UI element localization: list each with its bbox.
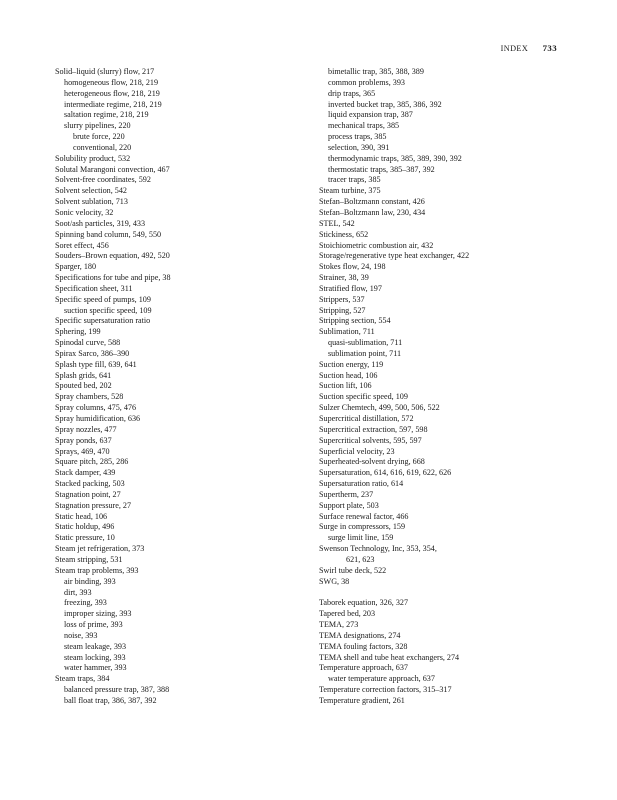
index-subentry: common problems, 393: [328, 77, 405, 87]
index-entry: Stagnation point, 27: [55, 489, 121, 499]
index-entry: Suction head, 106: [319, 370, 378, 380]
index-entry: Storage/regenerative type heat exchanger, 422: [319, 251, 470, 261]
index-entry: Specifications for tube and pipe, 38: [55, 273, 171, 283]
index-subentry: drip traps, 365: [328, 88, 376, 98]
index-subentry: brute force, 220: [73, 132, 125, 142]
index-subentry: balanced pressure trap, 387, 388: [64, 685, 170, 695]
index-entry: Splash type fill, 639, 641: [55, 359, 137, 369]
index-subentry: air binding, 393: [64, 576, 116, 586]
index-entry: Stefan–Boltzmann law, 230, 434: [319, 207, 426, 217]
index-subentry: process traps, 385: [328, 132, 387, 142]
index-entry: STEL, 542: [319, 218, 355, 228]
index-subentry: thermostatic traps, 385–387, 392: [328, 164, 435, 174]
index-subentry: surge limit line, 159: [328, 533, 394, 543]
index-entry: Static head, 106: [55, 511, 108, 521]
index-entry: Sonic velocity, 32: [55, 207, 114, 217]
index-entry: Square pitch, 285, 286: [55, 457, 129, 467]
index-entry: Stack damper, 439: [55, 468, 116, 478]
index-subentry: thermodynamic traps, 385, 389, 390, 392: [328, 153, 462, 163]
index-entry: Taborek equation, 326, 327: [319, 598, 409, 608]
index-entry: Temperature approach, 637: [319, 663, 408, 673]
index-subentry: noise, 393: [64, 630, 98, 640]
index-subentry: saltation regime, 218, 219: [64, 110, 149, 120]
index-entry: Surge in compressors, 159: [319, 522, 406, 532]
index-entry: Souders–Brown equation, 492, 520: [55, 251, 170, 261]
index-entry: Temperature gradient, 261: [319, 695, 405, 705]
index-entry: Solvent-free coordinates, 592: [55, 175, 151, 185]
running-header: [501, 43, 557, 53]
index-entry: Sublimation, 711: [319, 327, 375, 337]
index-entry: Temperature correction factors, 315–317: [319, 685, 452, 695]
index-entry: Strainer, 38, 39: [319, 273, 369, 283]
index-entry: Splash grids, 641: [55, 370, 112, 380]
running-header-section: INDEX: [500, 44, 529, 53]
index-subentry: dirt, 393: [64, 587, 92, 597]
index-entry: Stokes flow, 24, 198: [319, 262, 386, 272]
index-letter-gap: [319, 588, 579, 599]
index-subentry: tracer traps, 385: [328, 175, 381, 185]
index-entry: Support plate, 503: [319, 500, 379, 510]
index-entry: TEMA designations, 274: [319, 630, 401, 640]
index-subentry: steam leakage, 393: [64, 641, 127, 651]
index-entry: Strippers, 537: [319, 294, 365, 304]
index-entry: Static holdup, 496: [55, 522, 115, 532]
index-entry: Spinodal curve, 588: [55, 338, 121, 348]
index-subentry: water temperature approach, 637: [328, 674, 435, 684]
index-entry: Swenson Technology, Inc, 353, 354,: [319, 544, 437, 554]
index-entry: TEMA fouling factors, 328: [319, 641, 408, 651]
index-entry: Supercritical solvents, 595, 597: [319, 435, 422, 445]
index-entry: Steam turbine, 375: [319, 186, 381, 196]
index-entry: Spouted bed, 202: [55, 381, 112, 391]
index-subentry: heterogeneous flow, 218, 219: [64, 88, 160, 98]
index-entry: Suction specific speed, 109: [319, 392, 408, 402]
index-entry: Solubility product, 532: [55, 153, 131, 163]
index-column-left: [55, 67, 305, 707]
index-entry: Sphering, 199: [55, 327, 101, 337]
index-entry: Spray columns, 475, 476: [55, 403, 137, 413]
index-entry: Steam traps, 384: [55, 674, 110, 684]
index-subentry: mechanical traps, 385: [328, 121, 400, 131]
index-subentry: steam locking, 393: [64, 652, 126, 662]
index-entry: Sparger, 180: [55, 262, 97, 272]
index-entry: Steam stripping, 531: [55, 554, 123, 564]
index-subentry: slurry pipelines, 220: [64, 121, 131, 131]
index-entry: TEMA shell and tube heat exchangers, 274: [319, 652, 460, 662]
index-entry: Spray ponds, 637: [55, 435, 112, 445]
index-entry: Steam trap problems, 393: [55, 565, 139, 575]
index-entry: Sulzer Chemtech, 499, 500, 506, 522: [319, 403, 440, 413]
index-entry: Static pressure, 10: [55, 533, 115, 543]
index-subentry: freezing, 393: [64, 598, 107, 608]
index-subentry: suction specific speed, 109: [64, 305, 152, 315]
index-entry: TEMA, 273: [319, 620, 359, 630]
index-entry: SWG, 38: [319, 576, 350, 586]
index-entry: Superficial velocity, 23: [319, 446, 395, 456]
index-entry: Suction lift, 106: [319, 381, 372, 391]
index-entry: Supercritical extraction, 597, 598: [319, 424, 428, 434]
index-entry: Stagnation pressure, 27: [55, 500, 132, 510]
index-subentry: selection, 390, 391: [328, 142, 390, 152]
index-entry: Spray chambers, 528: [55, 392, 124, 402]
index-entry: Stickiness, 652: [319, 229, 369, 239]
index-subentry: bimetallic trap, 385, 388, 389: [328, 67, 424, 76]
index-entry: Stratified flow, 197: [319, 283, 382, 293]
index-subentry: loss of prime, 393: [64, 620, 123, 630]
page-number: 733: [542, 43, 557, 53]
index-entry: Swirl tube deck, 522: [319, 565, 387, 575]
index-subentry: improper sizing, 393: [64, 609, 132, 619]
index-subentry: conventional, 220: [73, 142, 132, 152]
index-subentry: homogeneous flow, 218, 219: [64, 77, 159, 87]
index-subentry: quasi-sublimation, 711: [328, 338, 403, 348]
index-entry: Solid–liquid (slurry) flow, 217: [55, 67, 155, 76]
index-entry: Tapered bed, 203: [319, 609, 376, 619]
index-subentry: liquid expansion trap, 387: [328, 110, 413, 120]
index-entry: Soret effect, 456: [55, 240, 109, 250]
index-entry: Solvent selection, 542: [55, 186, 127, 196]
index-entry: Supertherm, 237: [319, 489, 374, 499]
index-entry: Solutal Marangoni convection, 467: [55, 164, 170, 174]
index-entry: Stoichiometric combustion air, 432: [319, 240, 434, 250]
index-entry: Specific speed of pumps, 109: [55, 294, 151, 304]
index-entry: Supercritical distillation, 572: [319, 414, 414, 423]
index-entry: Surface renewal factor, 466: [319, 511, 409, 521]
index-subentry: sublimation point, 711: [328, 348, 402, 358]
index-entry: Stripping section, 554: [319, 316, 391, 326]
index-entry: Soot/ash particles, 319, 433: [55, 218, 146, 228]
index-subentry: inverted bucket trap, 385, 386, 392: [328, 99, 442, 109]
index-subentry: 621, 623: [346, 554, 375, 564]
index-entry: Solvent sublation, 713: [55, 197, 128, 207]
index-entry: Supersaturation, 614, 616, 619, 622, 626: [319, 468, 452, 478]
index-entry: Specification sheet, 311: [55, 283, 133, 293]
index-entry: Spray nozzles, 477: [55, 424, 117, 434]
index-subentry: ball float trap, 386, 387, 392: [64, 695, 157, 705]
index-entry: Superheated-solvent drying, 668: [319, 457, 425, 467]
index-entry: Stacked packing, 503: [55, 479, 125, 489]
index-entry: Spirax Sarco, 386–390: [55, 348, 130, 358]
index-subentry: intermediate regime, 218, 219: [64, 99, 162, 109]
index-entry: Sprays, 469, 470: [55, 446, 110, 456]
index-entry: Specific supersaturation ratio: [55, 316, 151, 326]
index-entry: Supersaturation ratio, 614: [319, 479, 404, 489]
index-entry: Spray humidification, 636: [55, 414, 141, 423]
index-entry: Spinning band column, 549, 550: [55, 229, 162, 239]
index-entry: Stefan–Boltzmann constant, 426: [319, 197, 425, 207]
index-entry: Steam jet refrigeration, 373: [55, 544, 145, 554]
index-subentry: water hammer, 393: [64, 663, 127, 673]
index-entry: Suction energy, 119: [319, 359, 384, 369]
index-entry: Stripping, 527: [319, 305, 366, 315]
index-column-right: [319, 67, 579, 707]
